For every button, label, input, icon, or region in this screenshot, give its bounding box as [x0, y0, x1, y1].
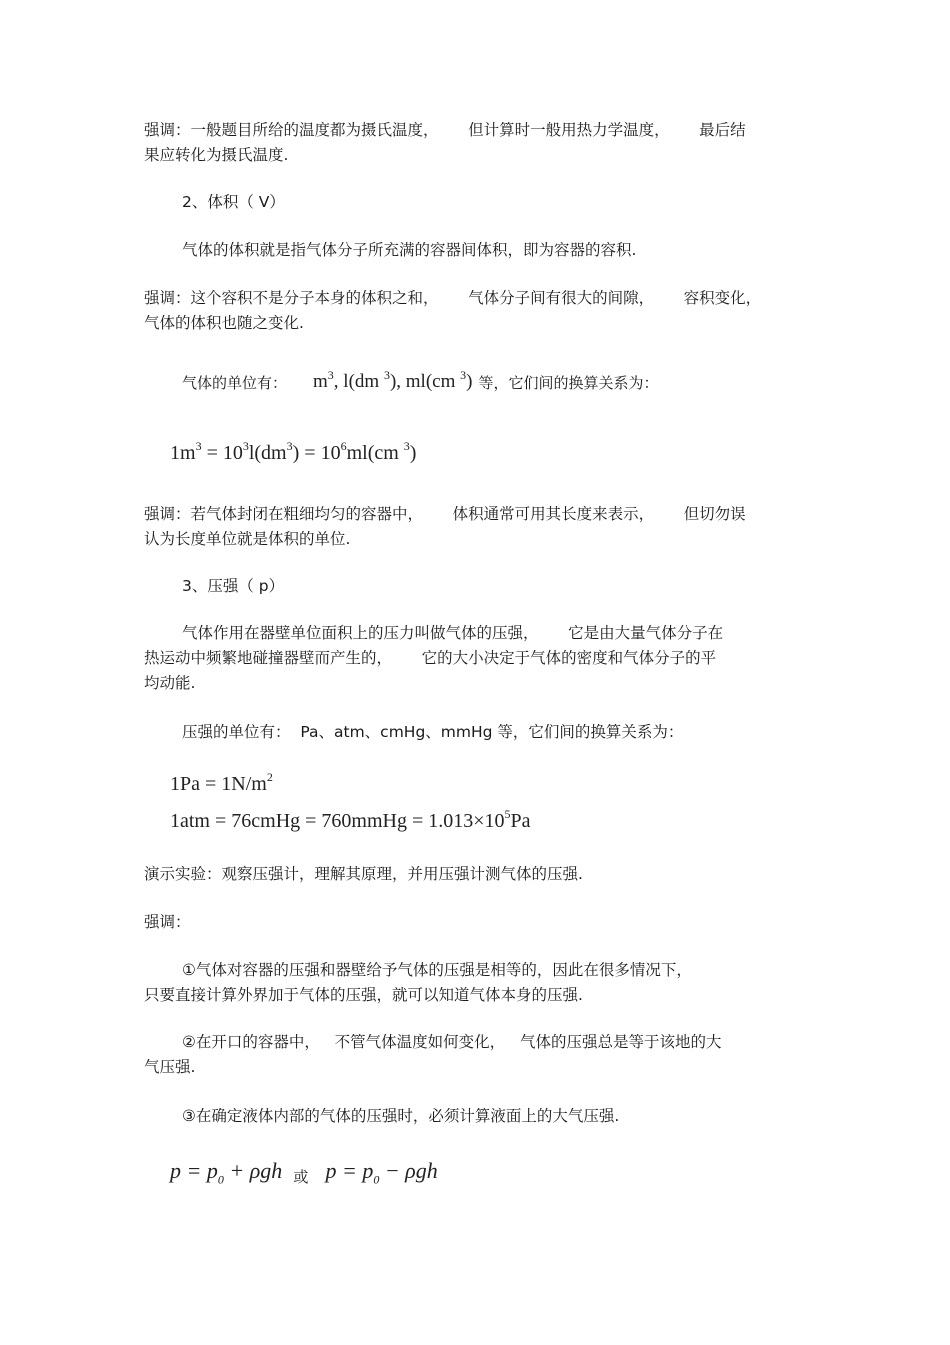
- formula-plus: $p = p_0 + \rho gh$: [170, 1158, 283, 1187]
- volume-length-emphasis-line1: 强调：若气体封闭在粗细均匀的容器中， 体积通常可用其长度来表示， 但切勿误: [144, 505, 746, 523]
- pressure-definition: [144, 621, 806, 696]
- volume-length-emphasis-line2: 认为长度单位就是体积的单位.: [144, 530, 351, 548]
- formula-or: 或: [293, 1168, 309, 1186]
- demonstration-experiment: 演示实验：观察压强计，理解其原理，并用压强计测气体的压强.: [144, 865, 583, 883]
- section-heading-volume: 2、体积（ V）: [182, 193, 285, 211]
- temperature-emphasis-line2: 果应转化为摄氏温度.: [144, 146, 289, 164]
- volume-units-line: [182, 366, 658, 398]
- liquid-pressure-formula: [170, 1158, 438, 1187]
- pressure-point-1-line1: ①气体对容器的压强和器壁给予气体的压强是相等的，因此在很多情况下，: [182, 961, 692, 979]
- pressure-point-2-line2: 气压强.: [144, 1058, 196, 1076]
- volume-conversion-formula: $1m^3 = 10^3l(dm^3) = 10^6ml(cm$ $^3$): [170, 439, 417, 464]
- volume-length-emphasis: [144, 502, 806, 552]
- pressure-units: 压强的单位有： Pa、atm、cmHg、mmHg 等，它们间的换算关系为：: [182, 723, 684, 741]
- temperature-emphasis-line1: 强调：一般题目所给的温度都为摄氏温度， 但计算时一般用热力学温度， 最后结: [144, 121, 746, 139]
- temperature-emphasis: [144, 118, 806, 168]
- pressure-point-3: ③在确定液体内部的气体的压强时，必须计算液面上的大气压强.: [182, 1107, 620, 1125]
- pressure-emphasis-label: 强调：: [144, 913, 191, 931]
- pressure-formula-atm: 1atm = 76cmHg = 760mmHg = $1.013\times 10^5Pa$: [170, 807, 531, 832]
- volume-emphasis-line1: 强调：这个容积不是分子本身的体积之和， 气体分子间有很大的间隙， 容积变化，: [144, 289, 762, 307]
- pressure-definition-line3: 均动能.: [144, 674, 196, 692]
- volume-units-formula: $m^3$, l(dm $^3$), ml(cm $^3$): [313, 368, 473, 392]
- pressure-point-1: [144, 958, 806, 1008]
- pressure-formula-pa: $1Pa = 1N/m^2$: [170, 770, 273, 795]
- pressure-point-1-line2: 只要直接计算外界加于气体的压强，就可以知道气体本身的压强.: [144, 986, 583, 1004]
- section-heading-pressure: 3、压强（ p）: [182, 577, 285, 595]
- pressure-point-2: [144, 1030, 806, 1080]
- volume-emphasis-line2: 气体的体积也随之变化.: [144, 314, 304, 332]
- volume-units-intro: 气体的单位有：: [182, 373, 288, 392]
- pressure-point-2-line1: ②在开口的容器中， 不管气体温度如何变化， 气体的压强总是等于该地的大: [182, 1033, 722, 1051]
- pressure-definition-line2: 热运动中频繁地碰撞器壁而产生的， 它的大小决定于气体的密度和气体分子的平: [144, 649, 717, 667]
- volume-emphasis: [144, 286, 806, 336]
- pressure-definition-line1: 气体作用在器壁单位面积上的压力叫做气体的压强， 它是由大量气体分子在: [182, 624, 724, 642]
- formula-minus: $p = p_0 - \rho gh$: [325, 1158, 438, 1187]
- volume-units-suffix: 等，它们间的换算关系为：: [478, 373, 659, 392]
- volume-definition: 气体的体积就是指气体分子所充满的容器间体积，即为容器的容积.: [182, 241, 637, 259]
